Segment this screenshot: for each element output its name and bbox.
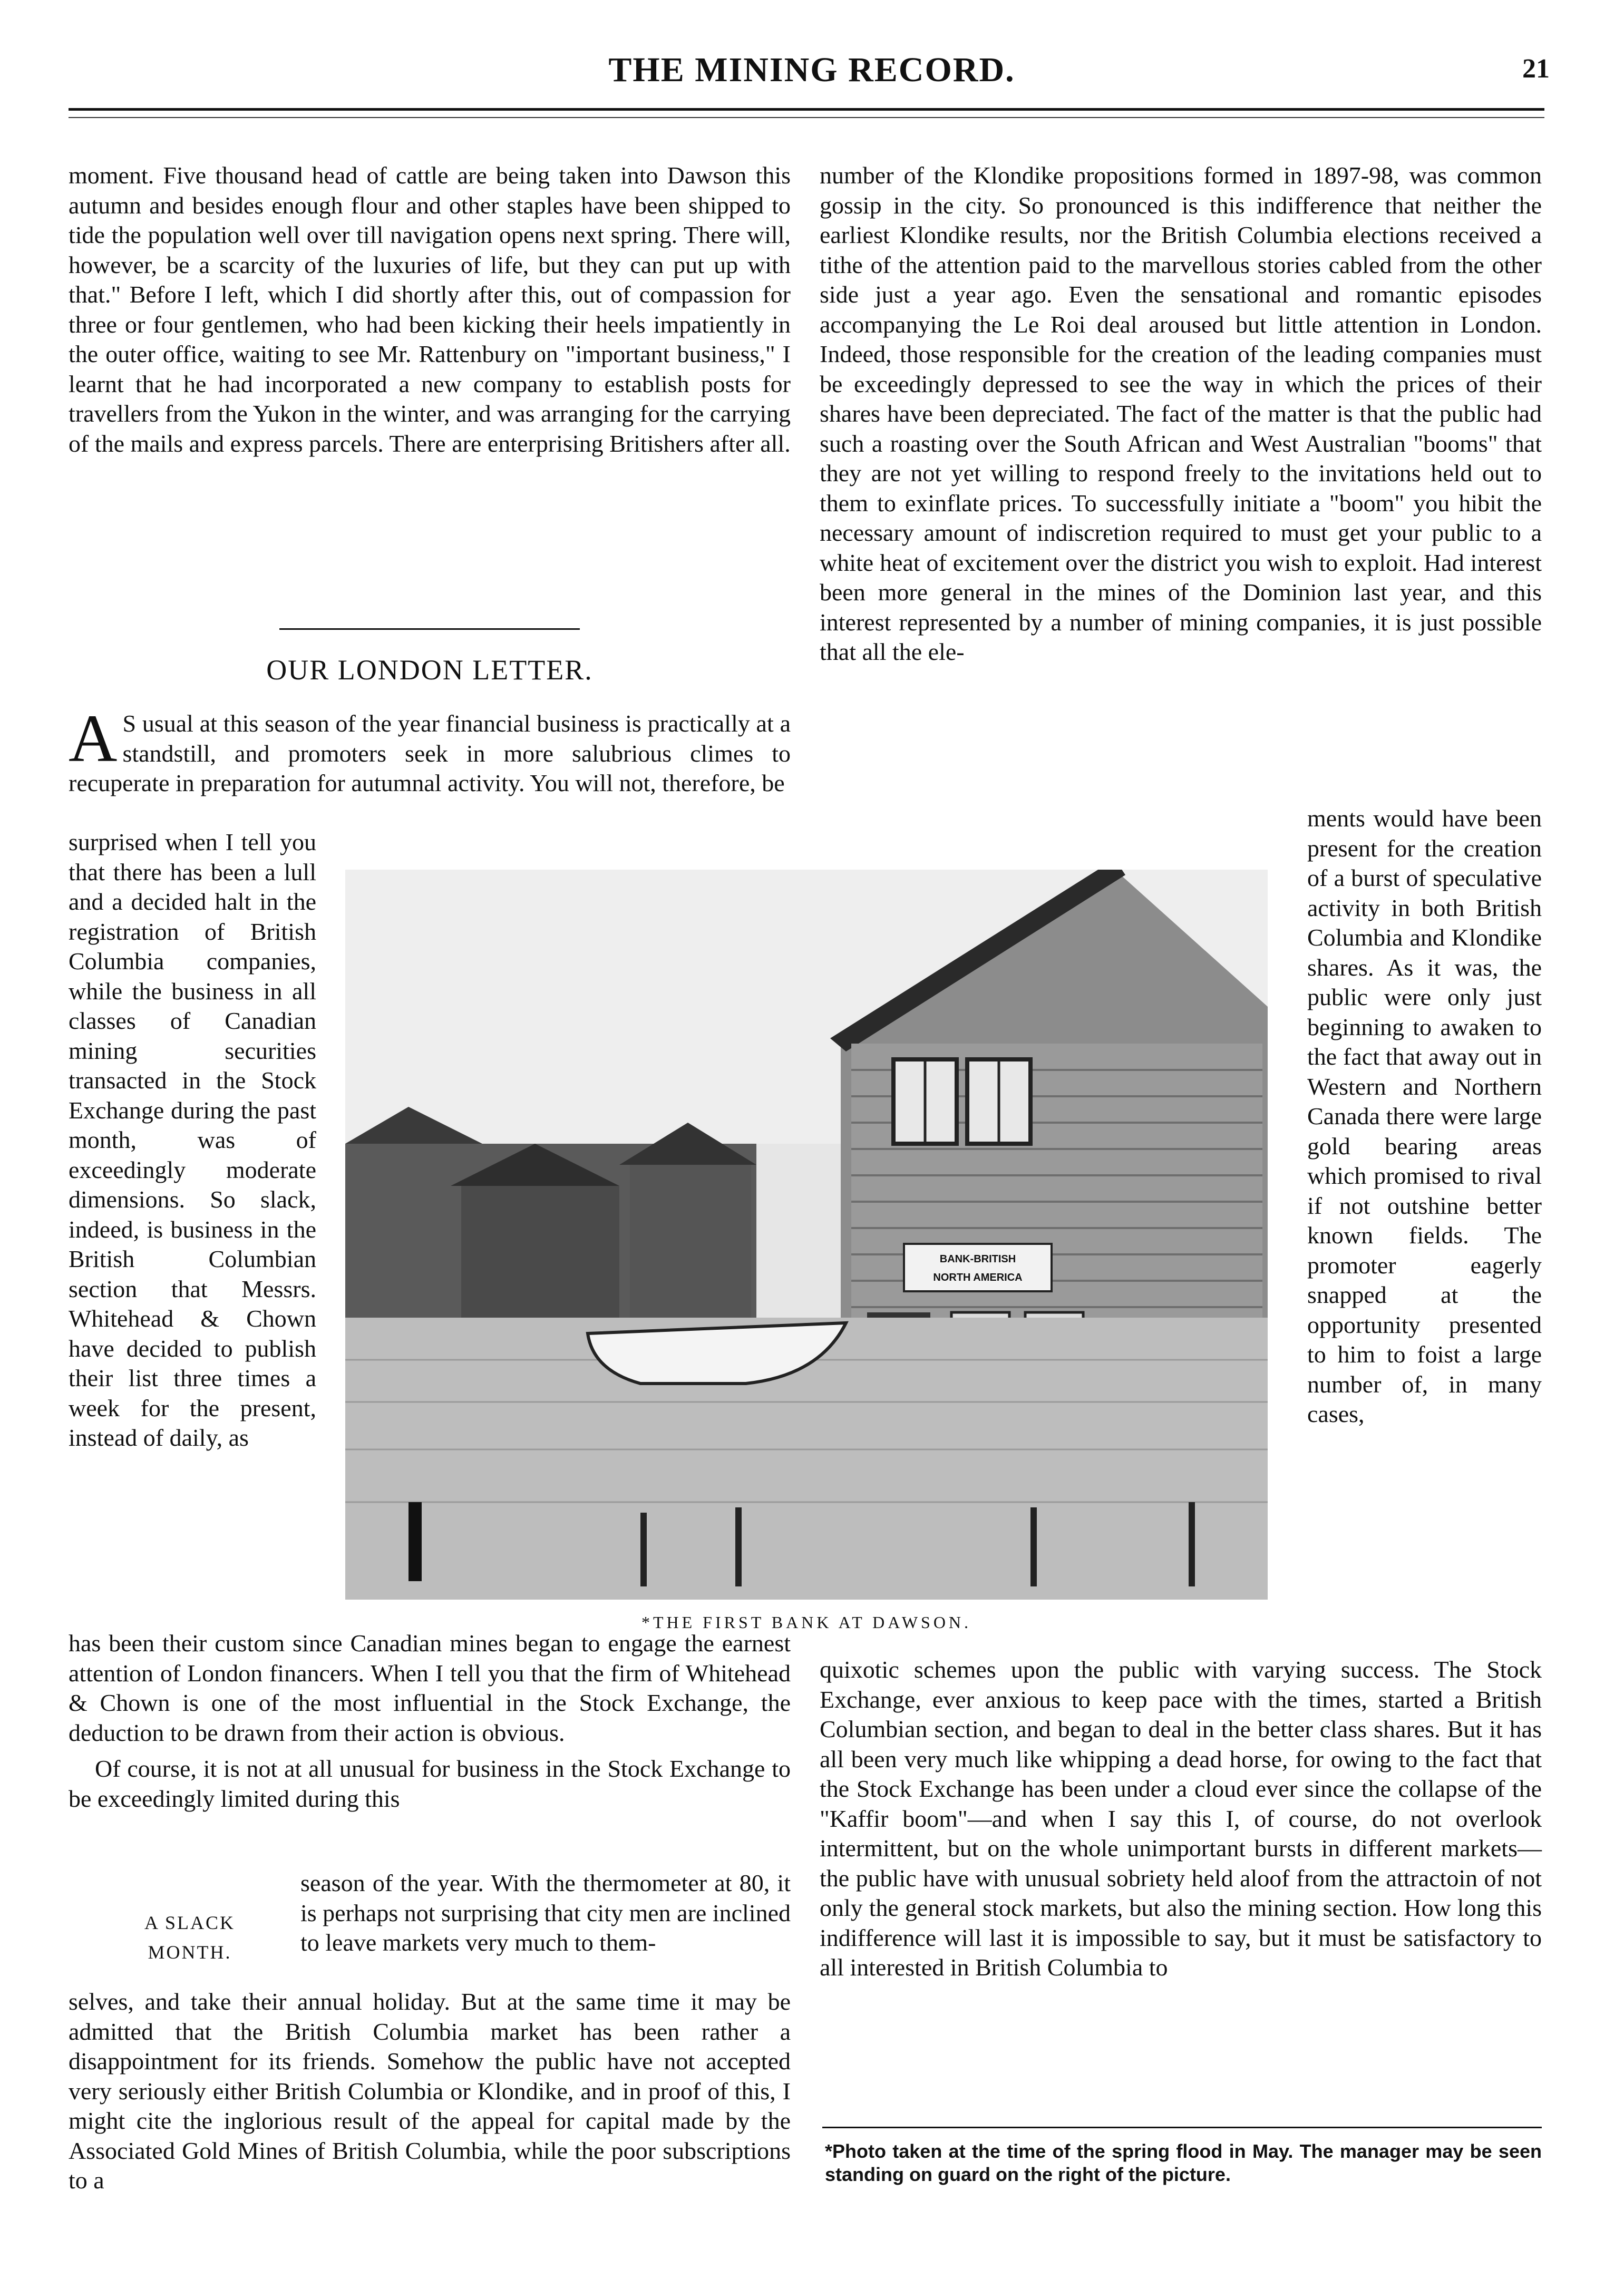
left-final-text (69, 1987, 791, 2196)
running-head (74, 50, 1550, 98)
left-narrow-text: surprised when I tell you that there has been a lull and a decided halt in the registration of British Columbia companies, while the business in all classes of Canadian mining securities transacted in the Stock Exchange during the past month, was of exceedingly moderate dimensions. So slack, indeed, is business in the British Columbian section that Messrs. Whitehead & Chown have decided to publish their list three times a week for the present, instead of daily, as (69, 829, 316, 1451)
photo-footnote: *Photo taken at the time of the spring flood in May. The manager may be seen standing on guard on the right of the picture. (825, 2140, 1542, 2185)
footnote-rule (822, 2127, 1542, 2128)
bank-photo (345, 870, 1268, 1600)
bank-sign-line1: BANK-BRITISH (939, 1253, 1016, 1265)
sidenote-line2: MONTH. (148, 1942, 232, 1963)
photo-caption: *THE FIRST BANK AT DAWSON. (641, 1613, 972, 1632)
left-bottom-paragraph-2: Of course, it is not at all unusual for business in the Stock Exchange to be exceedingly limited during this (69, 1755, 791, 1812)
bank-photo-illustration (345, 870, 1268, 1600)
bank-sign-line2: NORTH AMERICA (933, 1272, 1023, 1283)
left-bottom-paragraph: has been their custom since Canadian mines began to engage the earnest attention of London financers. When I tell you that the firm of Whitehead & Chown is one of the most influential in the Stock Exchange, the deduction to be drawn from their action is obvious. (69, 1630, 791, 1746)
right-bottom-paragraph: quixotic schemes upon the public with varying success. The Stock Exchange, ever anxious to keep pace with the times, started a British Columbian section, and began to deal in the better class shares. But it has all been very much like whipping a dead horse, for owing to the fact that the Stock Exchange has been under a cloud ever since the collapse of the "Kaffir boom"—and when I say this I, of course, do not overlook intermittent, but on the whole unimportant bursts in different markets—the public have with unusual sobriety held aloof from the attractoin of not only the general stock markets, but also the mining section. How long this indifference will last it is impossible to say, but it must be satisfactory to all interested in British Columbia to (820, 1656, 1542, 1981)
lead-text: S usual at this season of the year financial business is practically at a standstill, and promoters seek in more salubrious climes to recuperate in preparation for autumnal activity. You will not, therefore, be (69, 710, 791, 796)
section-title: OUR LONDON LETTER. (266, 654, 593, 686)
header-rule (69, 108, 1544, 111)
left-final-paragraph: selves, and take their annual holiday. But at the same time it may be admitted that the British Columbia market has been rather a disappointment for its friends. Somehow the public have not accepted very seriously either British Columbia or Klondike, and in proof of this, I might cite the inglorious result of the appeal for capital made by the Associated Gold Mines of British Columbia, while the poor subscriptions to a (69, 1988, 791, 2194)
left-column-top-text (69, 161, 791, 459)
section-divider (279, 628, 580, 630)
right-top-paragraph: number of the Klondike propositions formed in 1897-98, was common gossip in the city. So pronounced is this indifference that neither the earliest Klondike results, nor the British Columbia elections received a tithe of the attention paid to the marvellous stories cabled from the other side just a year ago. Even the sensational and romantic episodes accompanying the Le Roi deal aroused but little attention in London. Indeed, those responsible for the creation of the leading companies must be exceedingly depressed to see the way in which the prices of their shares have been depreciated. The fact of the matter is that the public had such a roasting over the South African and West Australian "booms" that they are not yet willing to respond freely to the invitations held out to them to exinflate prices. To successfully initiate a "boom" you hibit the necessary amount of indiscretion required to must get your public to a white heat of excitement over the district you wish to exploit. Had interest been more general in the mines of the Dominion last year, and this interest represented by a number of mining companies, it is just possible that all the ele- (820, 162, 1542, 665)
right-column-bottom-text (820, 1655, 1542, 1983)
page-number: 21 (1522, 54, 1550, 84)
right-narrow-text: ments would have been present for the creation of a burst of speculative activity in both British Columbia and Klondike shares. As it was, the public were only just beginning to awaken to the fact that away out in Western and Northern Canada there were large gold bearing areas which promised to rival if not outshine better known fields. The promoter eagerly snapped at the opportunity presented to him to foist a large number of, in many cases, (1307, 805, 1542, 1427)
margin-sidenote (90, 1908, 290, 1967)
article-lead (69, 701, 791, 798)
sidenote-line1: A SLACK (144, 1912, 236, 1933)
right-column-top-text (820, 161, 1542, 667)
article-continuation: moment. Five thousand head of cattle are being taken into Dawson this autumn and besides enough flour and other staples have been shipped to tide the population well over till navigation opens next spring. There will, however, be a scarcity of the luxuries of life, but they can put up with that." Before I left, which I did shortly after this, out of compassion for three or four gentlemen, who had been kicking their heels impatiently in the outer office, waiting to see Mr. Rattenbury on "important business," I learnt that he had incorporated a new company to establish posts for travellers from the Yukon in the winter, and was arranging for the carrying of the mails and express parcels. There are enterprising Britishers after all. (69, 162, 791, 457)
left-column-bottom-text (69, 1629, 791, 1814)
header-rule-thin (69, 117, 1544, 118)
publication-title: THE MINING RECORD. (608, 51, 1015, 89)
drop-cap: A (69, 701, 118, 776)
sidenote-wrapped-text: season of the year. With the thermometer at 80, it is perhaps not surprising that city men are inclined to leave markets very much to them- (300, 1869, 791, 1956)
